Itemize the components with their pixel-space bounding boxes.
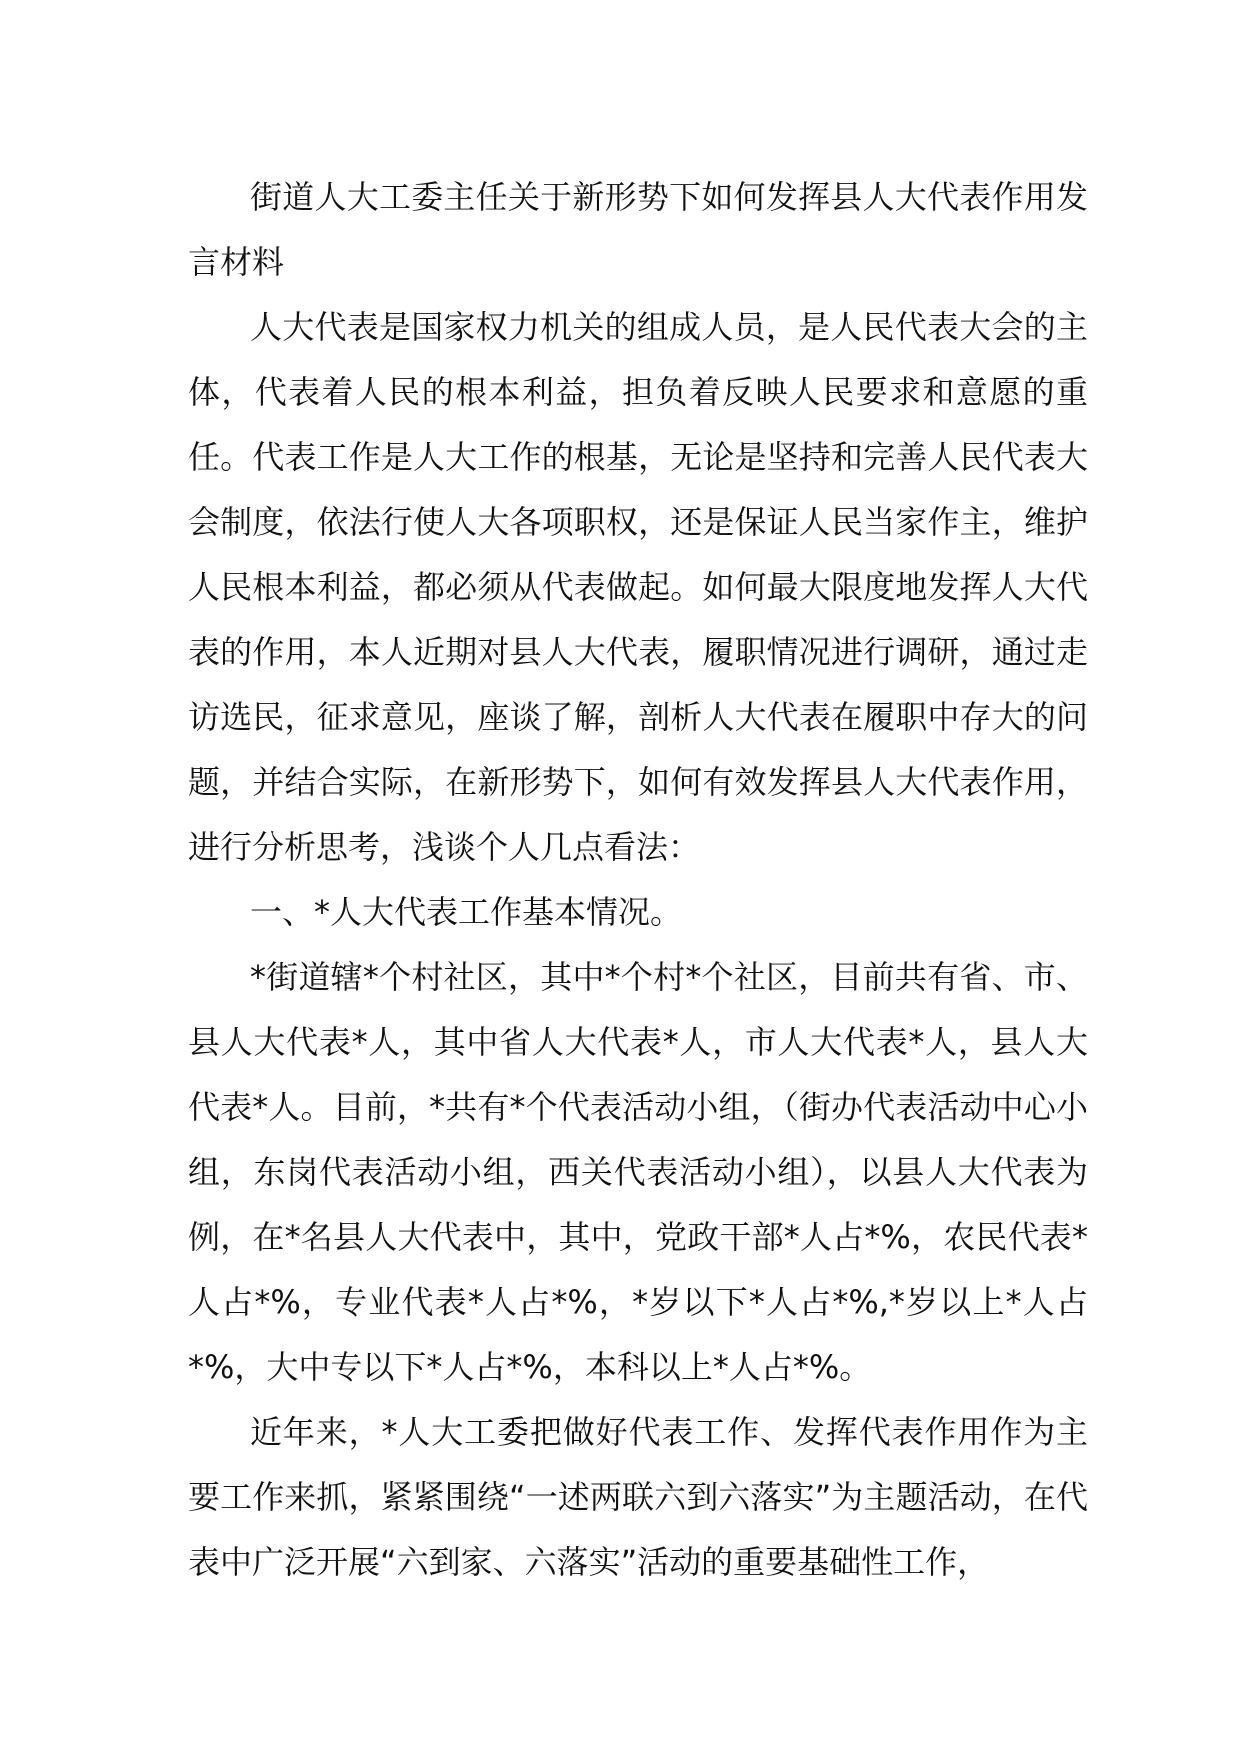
document-title: 街道人大工委主任关于新形势下如何发挥县人大代表作用发言材料 — [188, 178, 1088, 281]
paragraph-basic-info: *街道辖*个村社区，其中*个村*个社区，目前共有省、市、县人大代表*人，其中省人大代表*人，市人大代表*人，县人大代表*人。目前，*共有*个代表活动小组，（街办代表活动中心小组，东岗代表活动小组，西关代表活动小组），以县人大代表为例，在*名县人大代表中，其中，党政干部*人占*%，农民代表*人占*%，专业代表*人占*%，*岁以下*人占*%,*岁以上*人占*%，大中专以下*人占*%，本科以上*人占*%。 — [188, 958, 1088, 1386]
paragraph-intro: 人大代表是国家权力机关的组成人员，是人民代表大会的主体，代表着人民的根本利益，担负着反映人民要求和意愿的重任。代表工作是人大工作的根基，无论是坚持和完善人民代表大会制度，依法行使人大各项职权，还是保证人民当家作主，维护人民根本利益，都必须从代表做起。如何最大限度地发挥人大代表的作用，本人近期对县人大代表，履职情况进行调研，通过走访选民，征求意见，座谈了解，剖析人大代表在履职中存大的问题，并结合实际，在新形势下，如何有效发挥县人大代表作用，进行分析思考，浅谈个人几点看法： — [188, 308, 1088, 866]
document-body — [188, 165, 1088, 1595]
paragraph-recent-years: 近年来，*人大工委把做好代表工作、发挥代表作用作为主要工作来抓，紧紧围绕“一述两联六到六落实”为主题活动，在代表中广泛开展“六到家、六落实”活动的重要基础性工作， — [188, 1413, 1088, 1581]
section-heading-1: 一、*人大代表工作基本情况。 — [250, 893, 683, 931]
